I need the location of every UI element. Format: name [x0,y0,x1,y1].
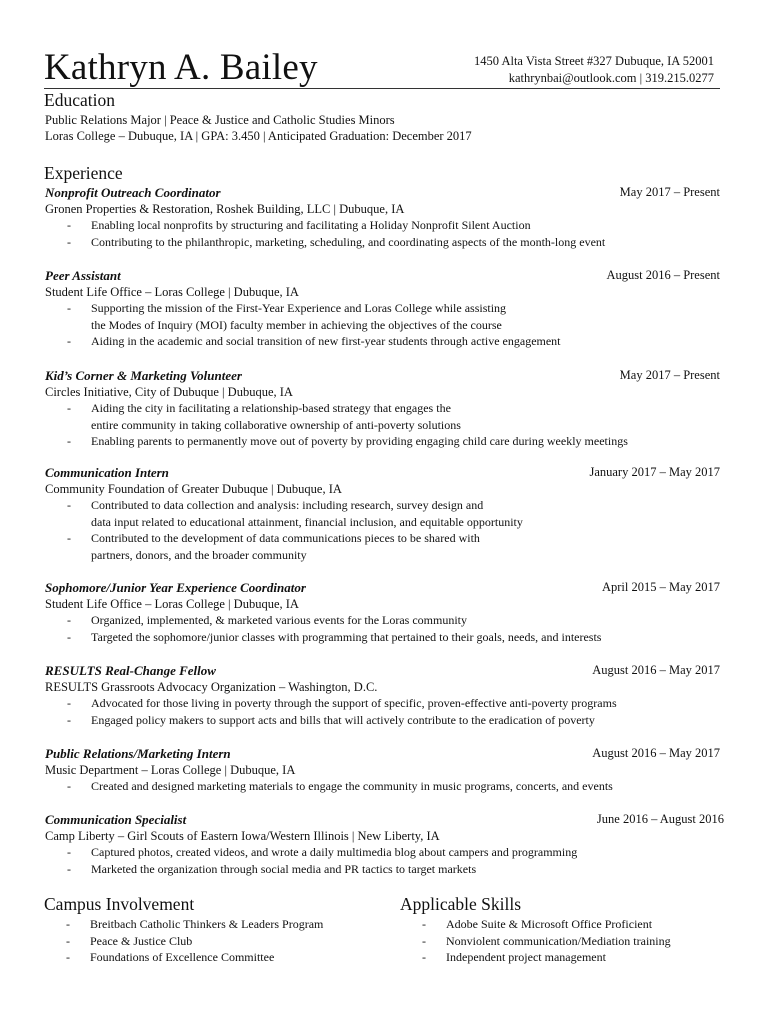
job-bullets [45,695,720,728]
header-divider [44,88,720,89]
bullet-line: the Modes of Inquiry (MOI) faculty member in achieving the objectives of the course [91,317,502,332]
campus-involvement-item: - Foundations of Excellence Committee [44,949,323,966]
applicable-skills-heading: Applicable Skills [400,894,522,914]
job-bullets [45,217,720,250]
job-title: Communication Specialist [45,812,187,827]
bullet-line: partners, donors, and the broader community [91,547,307,562]
job-organization: Gronen Properties & Restoration, Roshek Building, LLC | Dubuque, IA [45,202,405,216]
job-organization: RESULTS Grassroots Advocacy Organization – Washington, D.C. [45,680,378,694]
bullet-line: - Aiding the city in facilitating a relationship-based strategy that engages the [91,401,451,415]
job-bullets [45,612,720,645]
job-bullet [45,300,720,333]
job-bullets [45,300,720,350]
job-organization: Student Life Office – Loras College | Dubuque, IA [45,285,299,299]
job-dates: May 2017 – Present [619,185,720,199]
education-major: Public Relations Major | Peace & Justice and Catholic Studies Minors [45,113,395,127]
campus-involvement-heading: Campus Involvement [44,894,195,914]
bullet-line: - Contributed to data collection and analysis: including research, survey design and [91,498,484,512]
job-organization: Community Foundation of Greater Dubuque | Dubuque, IA [45,482,342,496]
job-dates: April 2015 – May 2017 [601,580,720,594]
job-dates: August 2016 – May 2017 [592,663,720,677]
job-dates: August 2016 – Present [606,268,720,282]
bullet-line: - Enabling local nonprofits by structuring and facilitating a Holiday Nonprofit Silent Auction [91,218,531,232]
candidate-name: Kathryn A. Bailey [44,47,318,88]
job-bullet [45,400,720,433]
job-bullets [45,497,720,563]
job-bullets [45,778,720,795]
applicable-skills-list [400,916,671,966]
campus-involvement-section [44,894,323,966]
job-bullet [45,217,720,234]
job-title: Sophomore/Junior Year Experience Coordinator [45,580,306,595]
experience-entry [45,464,720,563]
applicable-skills-section [400,894,671,966]
job-title: Peer Assistant [45,268,121,283]
job-bullet [45,629,720,646]
job-bullet [45,695,720,712]
experience-entry [45,662,720,728]
bullet-line: - Targeted the sophomore/junior classes with programming that pertained to their goals, needs, and interests [91,629,602,644]
job-title: Communication Intern [45,465,169,480]
experience-entry [45,579,720,645]
job-organization: Student Life Office – Loras College | Dubuque, IA [45,597,299,611]
job-dates: June 2016 – August 2016 [596,812,724,826]
job-bullet [45,433,720,450]
bullet-line: - Supporting the mission of the First-Year Experience and Loras College while assisting [91,301,507,315]
bullet-line: - Engaged policy makers to support acts and bills that will actively contribute to the eradication of poverty [91,712,595,727]
job-bullets [45,400,720,450]
education-college: Loras College – Dubuque, IA | GPA: 3.450 | Anticipated Graduation: December 2017 [45,129,472,143]
contact-block [474,53,714,87]
job-dates: May 2017 – Present [619,368,720,382]
job-dates: August 2016 – May 2017 [592,746,720,760]
bullet-line: - Marketed the organization through social media and PR tactics to target markets [91,861,477,876]
job-bullet [45,234,720,251]
bullet-line: - Contributing to the philanthropic, marketing, scheduling, and coordinating aspects of the month-long event [91,234,606,249]
experience-heading: Experience [44,163,123,183]
job-title: RESULTS Real-Change Fellow [45,663,216,678]
job-bullet [45,778,720,795]
bullet-line: - Captured photos, created videos, and wrote a daily multimedia blog about campers and programming [91,845,578,859]
job-organization: Circles Initiative, City of Dubuque | Dubuque, IA [45,385,293,399]
bullet-line: - Contributed to the development of data communications pieces to be shared with [91,531,480,545]
job-title: Kid’s Corner & Marketing Volunteer [45,368,242,383]
experience-entry [45,745,720,795]
bullet-line: - Organized, implemented, & marketed various events for the Loras community [91,613,468,627]
job-organization: Camp Liberty – Girl Scouts of Eastern Iowa/Western Illinois | New Liberty, IA [45,829,440,843]
email-phone: kathrynbai@outlook.com | 319.215.0277 [508,71,714,85]
bullet-line: data input related to educational attainment, financial inclusion, and equitable opportunity [91,514,523,529]
job-bullets [45,844,724,877]
job-bullet [45,612,720,629]
experience-entry [45,184,720,250]
job-bullet [45,333,720,350]
job-dates: January 2017 – May 2017 [589,465,720,479]
bullet-line: - Enabling parents to permanently move out of poverty by providing engaging child care during weekly meetings [91,434,628,448]
experience-entry [45,367,720,450]
job-bullet [45,712,720,729]
education-heading: Education [44,90,115,110]
campus-involvement-item: - Peace & Justice Club [44,933,323,950]
bullet-line: - Aiding in the academic and social transition of new first-year students through active engagement [91,334,561,348]
campus-involvement-list [44,916,323,966]
bullet-line: - Created and designed marketing materials to engage the community in music programs, concerts, and events [91,779,613,793]
job-bullet [45,530,720,563]
experience-entry [45,267,720,350]
bullet-line: - Advocated for those living in poverty through the support of specific, proven-effective anti-poverty programs [91,696,617,710]
job-title: Public Relations/Marketing Intern [45,746,231,761]
experience-entry [45,811,724,877]
skill-item: - Adobe Suite & Microsoft Office Proficient [400,916,671,933]
bullet-line: entire community in taking collaborative ownership of anti-poverty solutions [91,417,461,432]
campus-involvement-item: - Breitbach Catholic Thinkers & Leaders Program [44,916,323,933]
job-organization: Music Department – Loras College | Dubuque, IA [45,763,296,777]
job-bullet [45,497,720,530]
skill-item: - Nonviolent communication/Mediation training [400,933,671,950]
job-bullet [45,861,724,878]
job-title: Nonprofit Outreach Coordinator [45,185,221,200]
address: 1450 Alta Vista Street #327 Dubuque, IA 52001 [474,54,714,68]
skill-item: - Independent project management [400,949,671,966]
job-bullet [45,844,724,861]
